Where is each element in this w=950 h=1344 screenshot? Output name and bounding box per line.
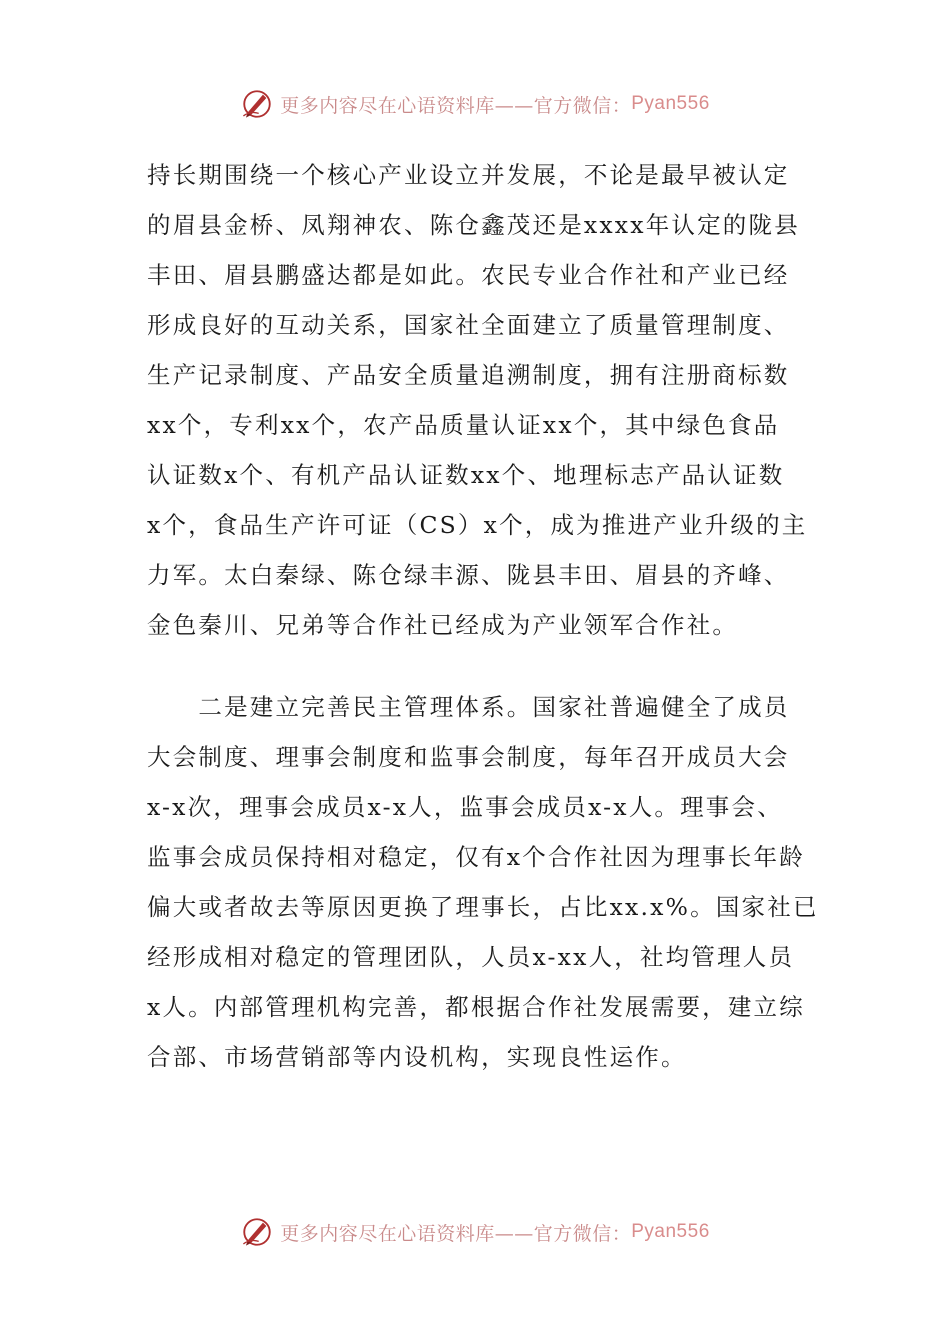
text-line: 大会制度、理事会制度和监事会制度，每年召开成员大会 [147, 743, 790, 771]
text-line: x人。内部管理机构完善，都根据合作社发展需要，建立综 [147, 993, 805, 1021]
text-line: 持长期围绕一个核心产业设立并发展，不论是最早被认定 [147, 161, 790, 189]
text-line: 合部、市场营销部等内设机构，实现良性运作。 [147, 1043, 687, 1071]
document-body [147, 150, 819, 1082]
pen-logo-icon [240, 87, 274, 121]
watermark-account-id: Pyan556 [631, 93, 710, 114]
watermark-brand-text: 更多内容尽在心语资料库——官方微信： [280, 94, 632, 117]
text-line: 丰田、眉县鹏盛达都是如此。农民专业合作社和产业已经 [147, 261, 790, 289]
text-line: 二是建立完善民主管理体系。国家社普遍健全了成员 [147, 693, 790, 721]
watermark-account-id: Pyan556 [631, 1221, 710, 1242]
text-line: x-x次，理事会成员x-x人，监事会成员x-x人。理事会、 [147, 793, 783, 821]
text-line: 形成良好的互动关系，国家社全面建立了质量管理制度、 [147, 311, 790, 339]
paragraph-industry [147, 150, 811, 650]
text-line: 监事会成员保持相对稳定，仅有x个合作社因为理事长年龄 [147, 843, 805, 871]
header-watermark [0, 84, 950, 124]
text-line: 生产记录制度、产品安全质量追溯制度，拥有注册商标数 [147, 361, 790, 389]
text-line: 金色秦川、兄弟等合作社已经成为产业领军合作社。 [147, 611, 739, 639]
text-line: 力军。太白秦绿、陈仓绿丰源、陇县丰田、眉县的齐峰、 [147, 561, 790, 589]
text-line: 认证数x个、有机产品认证数xx个、地理标志产品认证数 [147, 461, 785, 489]
text-line: 的眉县金桥、凤翔神农、陈仓鑫茂还是xxxx年认定的陇县 [147, 211, 800, 239]
pen-logo-icon [240, 1215, 274, 1249]
paragraph-management [147, 682, 819, 1082]
text-line: 经形成相对稳定的管理团队，人员x-xx人，社均管理人员 [147, 943, 795, 971]
text-line: 偏大或者故去等原因更换了理事长，占比xx.x%。国家社已 [147, 893, 819, 921]
footer-watermark [0, 1212, 950, 1252]
watermark-brand-text: 更多内容尽在心语资料库——官方微信： [280, 1222, 632, 1245]
text-line: x个，食品生产许可证（CS）x个，成为推进产业升级的主 [147, 511, 808, 539]
text-line: xx个，专利xx个，农产品质量认证xx个，其中绿色食品 [147, 411, 780, 439]
